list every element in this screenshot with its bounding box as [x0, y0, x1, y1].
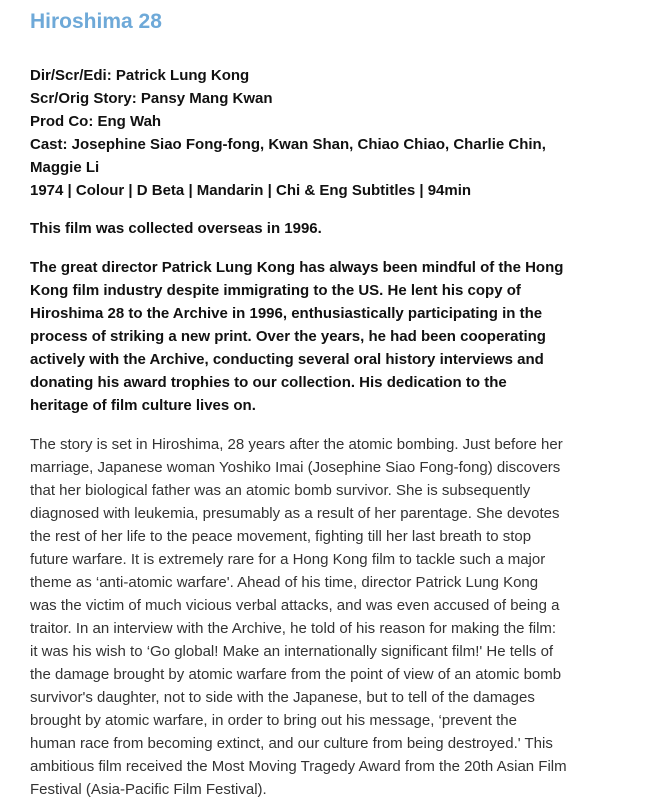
collection-note: This film was collected overseas in 1996.	[30, 220, 322, 237]
synopsis-line: brought by atomic warfare, in order to bring out his message, ‘prevent the	[30, 712, 517, 729]
synopsis-line: future warfare. It is extremely rare for a Hong Kong film to tackle such a major	[30, 551, 546, 568]
film-title: Hiroshima 28	[30, 10, 162, 33]
tribute-line: Hiroshima 28 to the Archive in 1996, enthusiastically participating in the	[30, 305, 543, 322]
tribute-paragraph	[30, 256, 649, 417]
synopsis-line: was the victim of much vicious verbal attacks, and was even accused of being a	[30, 597, 560, 614]
tribute-line: heritage of film culture lives on.	[30, 397, 256, 414]
tribute-line: The great director Patrick Lung Kong has always been mindful of the Hong	[30, 259, 564, 276]
synopsis-line: the damage brought by atomic warfare from the point of view of an atomic bomb	[30, 666, 562, 683]
synopsis-line: theme as ‘anti-atomic warfare'. Ahead of his time, director Patrick Lung Kong	[30, 574, 539, 591]
synopsis-paragraph	[30, 433, 649, 801]
film-specs: 1974 | Colour | D Beta | Mandarin | Chi & Eng Subtitles | 94min	[30, 182, 472, 199]
synopsis-line: Festival (Asia-Pacific Film Festival).	[30, 781, 267, 798]
tribute-line: donating his award trophies to our collection. His dedication to the	[30, 374, 507, 391]
director-credit: Dir/Scr/Edi: Patrick Lung Kong	[30, 67, 250, 84]
synopsis-line: the rest of her life to the peace movement, fighting till her last breath to stop	[30, 528, 532, 545]
film-credits	[30, 64, 649, 202]
synopsis-line: ambitious film received the Most Moving Tragedy Award from the 20th Asian Film	[30, 758, 567, 775]
synopsis-line: marriage, Japanese woman Yoshiko Imai (Josephine Siao Fong-fong) discovers	[30, 459, 561, 476]
synopsis-line: human race from becoming extinct, and our culture from being destroyed.' This	[30, 735, 553, 752]
cast-credit-line: Cast: Josephine Siao Fong-fong, Kwan Shan, Chiao Chiao, Charlie Chin,	[30, 136, 546, 153]
tribute-line: Kong film industry despite immigrating to the US. He lent his copy of	[30, 282, 521, 299]
synopsis-line: that her biological father was an atomic bomb survivor. She is subsequently	[30, 482, 531, 499]
story-credit: Scr/Orig Story: Pansy Mang Kwan	[30, 90, 273, 107]
tribute-line: process of striking a new print. Over the years, he had been cooperating	[30, 328, 546, 345]
production-credit: Prod Co: Eng Wah	[30, 113, 162, 130]
synopsis-line: survivor's daughter, not to side with the Japanese, but to tell of the damages	[30, 689, 535, 706]
tribute-line: actively with the Archive, conducting several oral history interviews and	[30, 351, 544, 368]
synopsis-line: traitor. In an interview with the Archive, he told of his reason for making the film:	[30, 620, 557, 637]
synopsis-line: diagnosed with leukemia, presumably as a result of her parentage. She devotes	[30, 505, 560, 522]
synopsis-line: it was his wish to ‘Go global! Make an internationally significant film!' He tells of	[30, 643, 554, 660]
cast-credit-line: Maggie Li	[30, 159, 100, 176]
synopsis-line: The story is set in Hiroshima, 28 years after the atomic bombing. Just before her	[30, 436, 563, 453]
